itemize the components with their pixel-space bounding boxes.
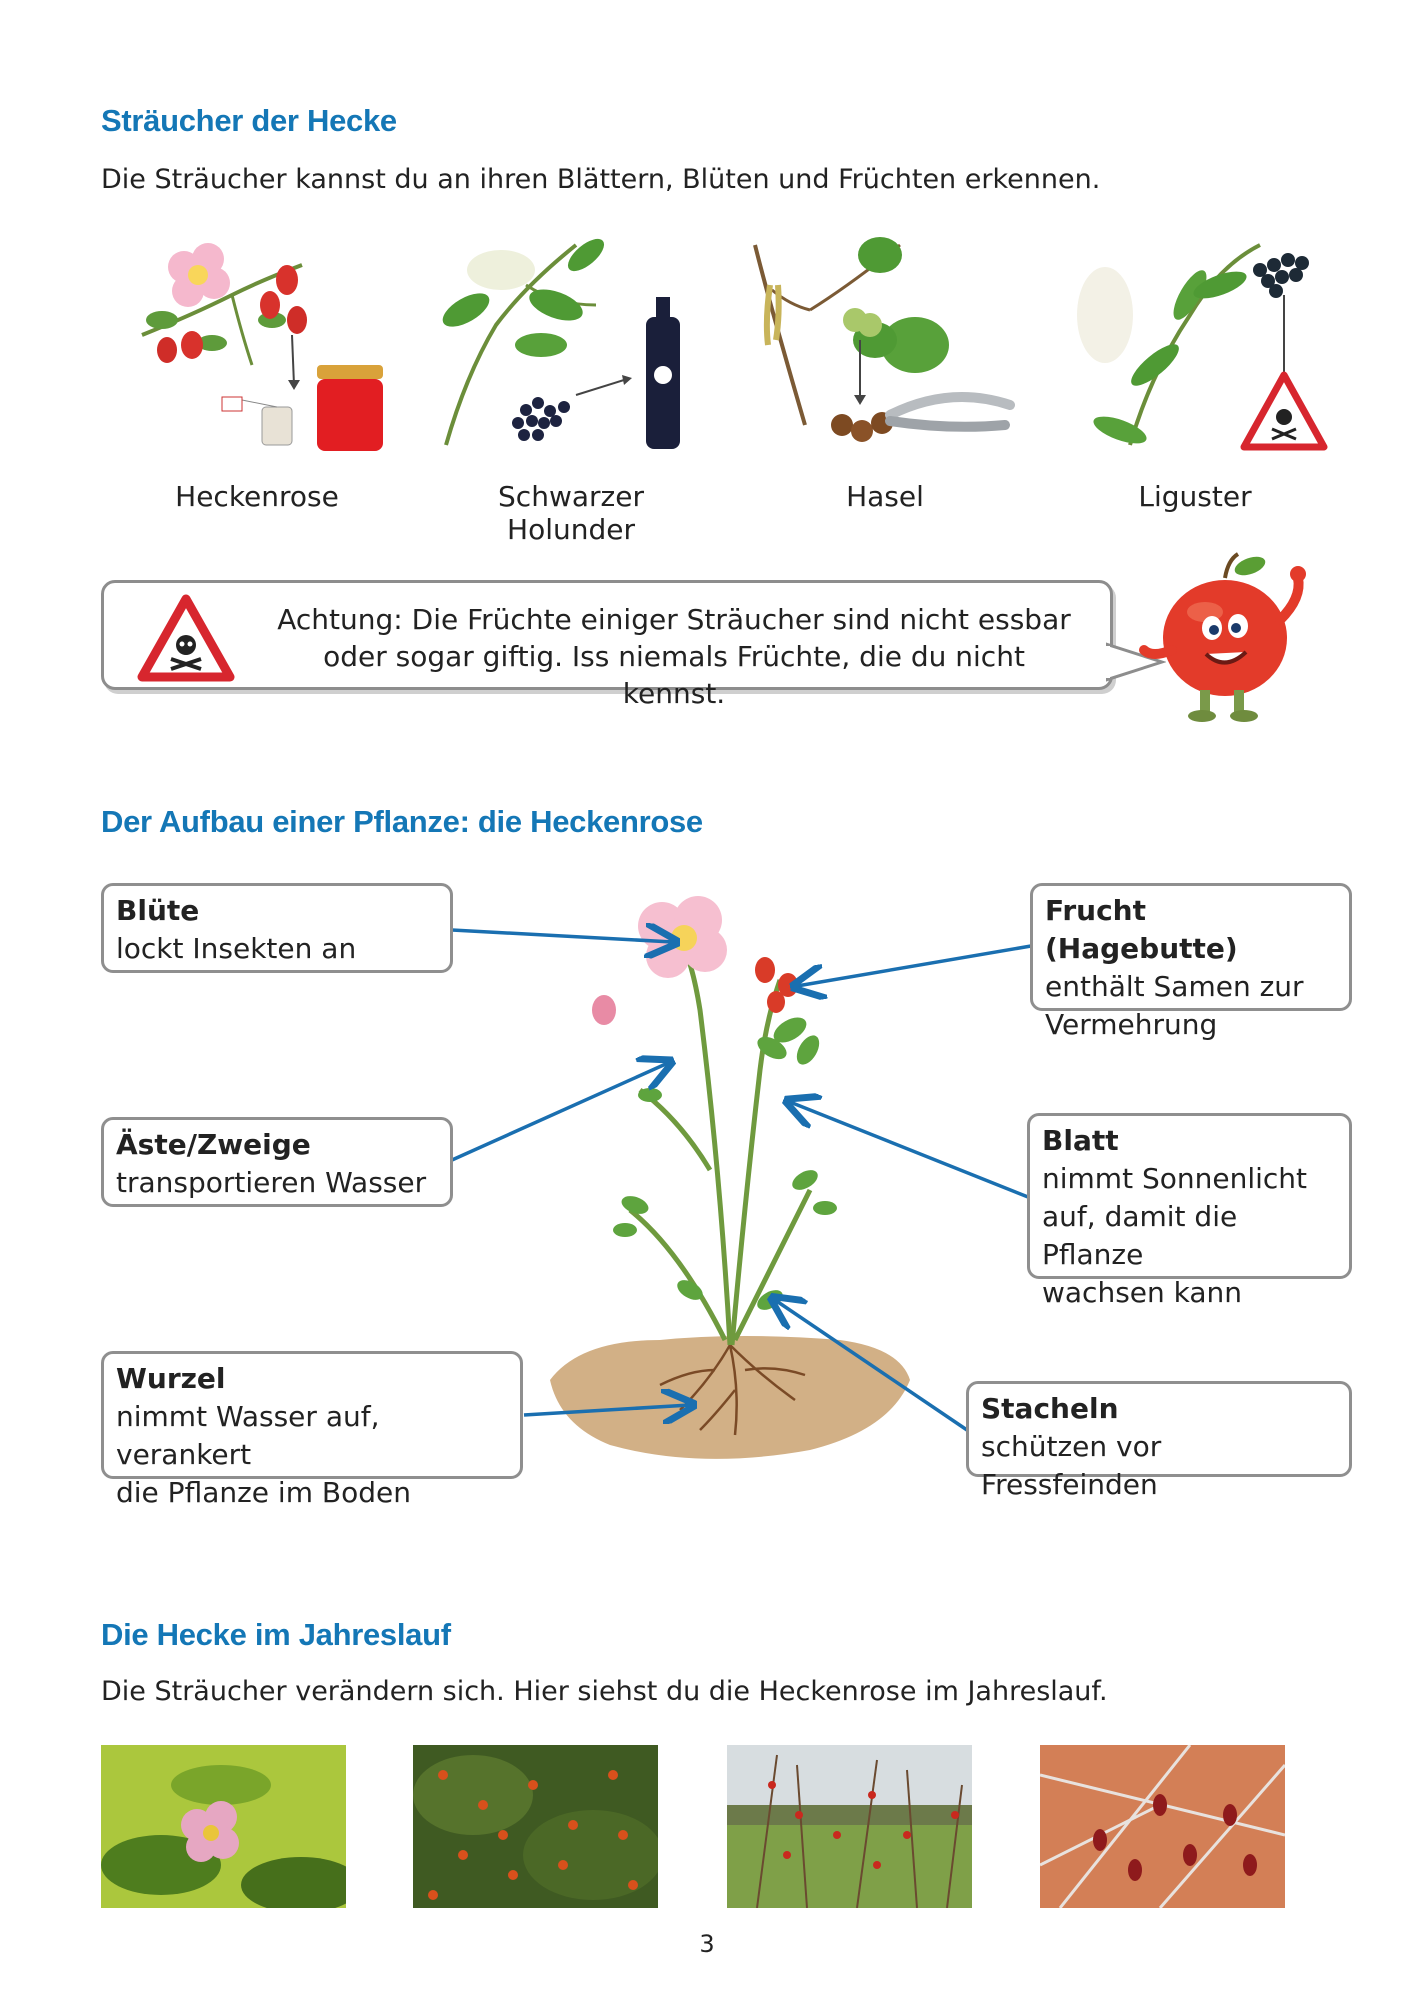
photo-frosty-hips [1040, 1745, 1285, 1908]
shrub-label: Hasel [846, 480, 924, 513]
shrub-liguster [1060, 225, 1330, 525]
hazelnuts [831, 412, 893, 442]
label-blatt [1027, 1113, 1352, 1309]
section-title-shrubs: Sträucher der Hecke [101, 103, 397, 138]
label-wurzel [101, 1351, 523, 1509]
rose-bud [592, 995, 616, 1025]
shrub-label: Heckenrose [175, 480, 339, 513]
label-text: lockt Insekten an [116, 932, 357, 965]
juice-bottle [646, 297, 680, 449]
label-frucht [1030, 883, 1352, 1041]
rose-flower [168, 243, 230, 307]
season-photo-spring [101, 1745, 346, 1908]
elderberries [512, 397, 570, 441]
shrub-label: Liguster [1138, 480, 1252, 513]
hasel-illustration [750, 225, 1020, 465]
label-text: transportieren Wasser [116, 1166, 427, 1199]
label-text: schützen vor Fressfeinden [981, 1430, 1162, 1501]
label-text: nimmt Sonnenlicht [1042, 1162, 1308, 1195]
warning-line-1: Achtung: Die Früchte einiger Sträucher sind nicht essbar [277, 603, 1071, 636]
page-number: 3 [699, 1930, 715, 1958]
intro-seasons: Die Sträucher verändern sich. Hier siehst du die Heckenrose im Jahreslauf. [101, 1676, 1108, 1707]
heckenrose-illustration [122, 225, 392, 465]
label-title: Blatt [1042, 1124, 1119, 1157]
shrub-heckenrose [122, 225, 392, 525]
label-text: auf, damit die Pflanze [1042, 1200, 1238, 1271]
warning-box [101, 580, 1113, 710]
label-text: Vermehrung [1045, 1008, 1218, 1041]
rose-plant-illustration [540, 870, 920, 1470]
shrub-label: Schwarzer Holunder [498, 480, 644, 546]
section-title-plant: Der Aufbau einer Pflanze: die Heckenrose [101, 804, 703, 839]
warning-line-2: oder sogar giftig. Iss niemals Früchte, die du nicht kennst. [323, 640, 1025, 710]
label-title: Stacheln [981, 1392, 1119, 1425]
label-title: Frucht (Hagebutte) [1045, 894, 1238, 965]
label-text: nimmt Wasser auf, verankert [116, 1400, 380, 1471]
rose-flower [638, 896, 727, 978]
label-bluete [101, 883, 453, 973]
season-photo-summer [413, 1745, 658, 1908]
holunder-illustration [436, 225, 706, 465]
jam-jar [317, 365, 383, 451]
label-title: Äste/Zweige [116, 1128, 311, 1161]
section-title-seasons: Die Hecke im Jahreslauf [101, 1617, 451, 1652]
label-text: die Pflanze im Boden [116, 1476, 411, 1509]
nutcracker [890, 397, 1010, 427]
shrub-holunder [436, 225, 706, 546]
photo-field-hedge [727, 1745, 972, 1908]
intro-shrubs: Die Sträucher kannst du an ihren Blättern, Blüten und Früchten erkennen. [101, 164, 1101, 195]
label-text: wachsen kann [1042, 1276, 1243, 1309]
label-text: enthält Samen zur [1045, 970, 1304, 1003]
shrub-hasel [750, 225, 1020, 525]
liguster-illustration [1060, 225, 1330, 465]
label-aeste [101, 1117, 453, 1207]
apple-mascot-icon [1130, 550, 1320, 730]
label-stacheln [966, 1381, 1352, 1501]
privet-berries [1253, 253, 1309, 298]
warning-text [274, 601, 1074, 712]
tea-bag [222, 397, 292, 445]
season-photo-autumn [727, 1745, 972, 1908]
photo-shrub-hips [413, 1745, 658, 1908]
label-title: Wurzel [116, 1362, 226, 1395]
poison-warning-icon [136, 593, 236, 683]
label-title: Blüte [116, 894, 200, 927]
season-photo-winter [1040, 1745, 1285, 1908]
photo-blossom [101, 1745, 346, 1908]
poison-warning-icon [1244, 375, 1324, 447]
